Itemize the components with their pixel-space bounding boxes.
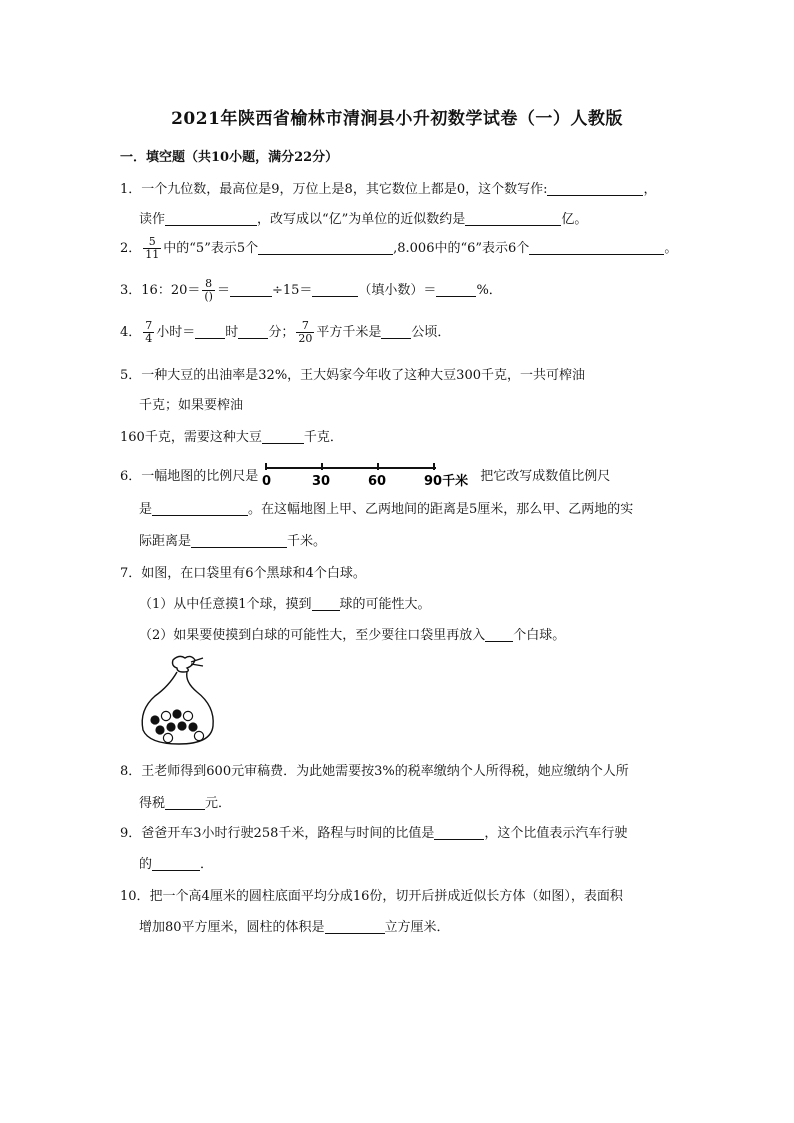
question-1-line-2: 读作 ，改写成以“亿”为单位的近似数约是 亿。 (139, 212, 588, 227)
answer-blank[interactable] (381, 324, 411, 339)
question-number: 2． (120, 241, 142, 256)
question-3: 3．16：20＝ $\frac{8}{()}$ ＝ ÷15＝ （填小数）＝ %． (120, 277, 502, 303)
question-number: 6． (120, 469, 142, 484)
answer-blank[interactable] (258, 240, 393, 255)
answer-blank[interactable] (238, 324, 268, 339)
question-7-sub-2: （2）如果要使摸到白球的可能性大，至少要往口袋里再放入 个白球。 (139, 628, 566, 643)
question-4: 4． $\frac{7}{4}$ 小时＝ 时 分； $\frac{7}{20}$ 平方千米是 公顷． (120, 319, 451, 345)
question-number: 9． (120, 826, 142, 841)
answer-blank[interactable] (325, 919, 385, 934)
question-10-line-1: 10．把一个高4厘米的圆柱底面平均分成16份，切开后拼成近似长方体（如图），表面积 (120, 889, 623, 904)
question-8-line-1: 8．王老师得到600元审稿费．为此她需要按3%的税率缴纳个人所得税，她应缴纳个人所 (120, 764, 629, 779)
scale-label: 90千米 (424, 474, 469, 488)
answer-blank[interactable] (465, 211, 561, 226)
answer-blank[interactable] (262, 429, 304, 444)
answer-blank[interactable] (152, 501, 248, 516)
answer-blank[interactable] (165, 795, 205, 810)
question-9-line-1: 9．爸爸开车3小时行驶258千米，路程与时间的比值是 ，这个比值表示汽车行驶 (120, 826, 628, 841)
question-8-line-2: 得税 元． (139, 796, 232, 811)
question-6-line-1: 6．一幅地图的比例尺是 0 30 60 90千米 把它改写成数值比例尺 (120, 462, 610, 488)
line-scale-figure (260, 462, 478, 488)
question-number: 5． (120, 368, 142, 383)
answer-blank[interactable] (312, 282, 358, 297)
question-1-line-1: 1．一个九位数，最高位是9，万位上是8，其它数位上都是0，这个数写作: ， (120, 182, 657, 197)
fraction: $\frac{8}{()}$ (204, 277, 213, 303)
answer-blank[interactable] (547, 181, 643, 196)
question-number: 7． (120, 566, 142, 581)
scale-label: 30 (312, 474, 331, 488)
answer-blank[interactable] (485, 627, 513, 642)
answer-blank[interactable] (152, 856, 200, 871)
question-number: 4． (120, 325, 142, 340)
scale-label: 60 (368, 474, 387, 488)
answer-blank[interactable] (230, 282, 272, 297)
question-6-line-2: 是 。在这幅地图上甲、乙两地间的距离是5厘米，那么甲、乙两地的实 (139, 502, 634, 517)
question-5-line-3: 160千克，需要这种大豆 千克． (120, 430, 343, 445)
answer-blank[interactable] (434, 825, 484, 840)
question-6-line-3: 际距离是 千米。 (139, 534, 327, 549)
question-5-line-2: 千克；如果要榨油 (139, 398, 244, 413)
question-9-line-2: 的 ． (139, 857, 214, 872)
answer-blank[interactable] (312, 596, 340, 611)
question-2: 2． $\frac{5}{11}$ 中的“5”表示5个 ,8.006中的“6”表示6个 。 (120, 235, 678, 261)
question-number: 1． (120, 182, 142, 197)
question-5-line-1: 5．一种大豆的出油率是32%，王大妈家今年收了这种大豆300千克，一共可榨油 (120, 368, 585, 383)
scale-label: 0 (262, 474, 272, 488)
question-number: 3． (120, 283, 142, 298)
fraction: $\frac{7}{20}$ (298, 319, 313, 345)
answer-blank[interactable] (191, 533, 287, 548)
question-7-sub-1: （1）从中任意摸1个球，摸到 球的可能性大。 (139, 597, 431, 612)
answer-blank[interactable] (195, 324, 225, 339)
question-number: 10． (120, 889, 150, 904)
fraction: $\frac{7}{4}$ (145, 319, 153, 345)
answer-blank[interactable] (529, 240, 664, 255)
answer-blank[interactable] (436, 282, 476, 297)
section-heading: 一．填空题（共10小题，满分22分） (120, 150, 339, 165)
ball-bag-figure (133, 650, 223, 750)
question-7-line-1: 7．如图，在口袋里有6个黑球和4个白球。 (120, 566, 366, 581)
question-10-line-2: 增加80平方厘米，圆柱的体积是 立方厘米． (139, 920, 450, 935)
answer-blank[interactable] (165, 211, 257, 226)
question-number: 8． (120, 764, 142, 779)
page-title: 2021年陕西省榆林市清涧县小升初数学试卷（一）人教版 (171, 109, 623, 129)
fraction: $\frac{5}{11}$ (145, 235, 160, 261)
